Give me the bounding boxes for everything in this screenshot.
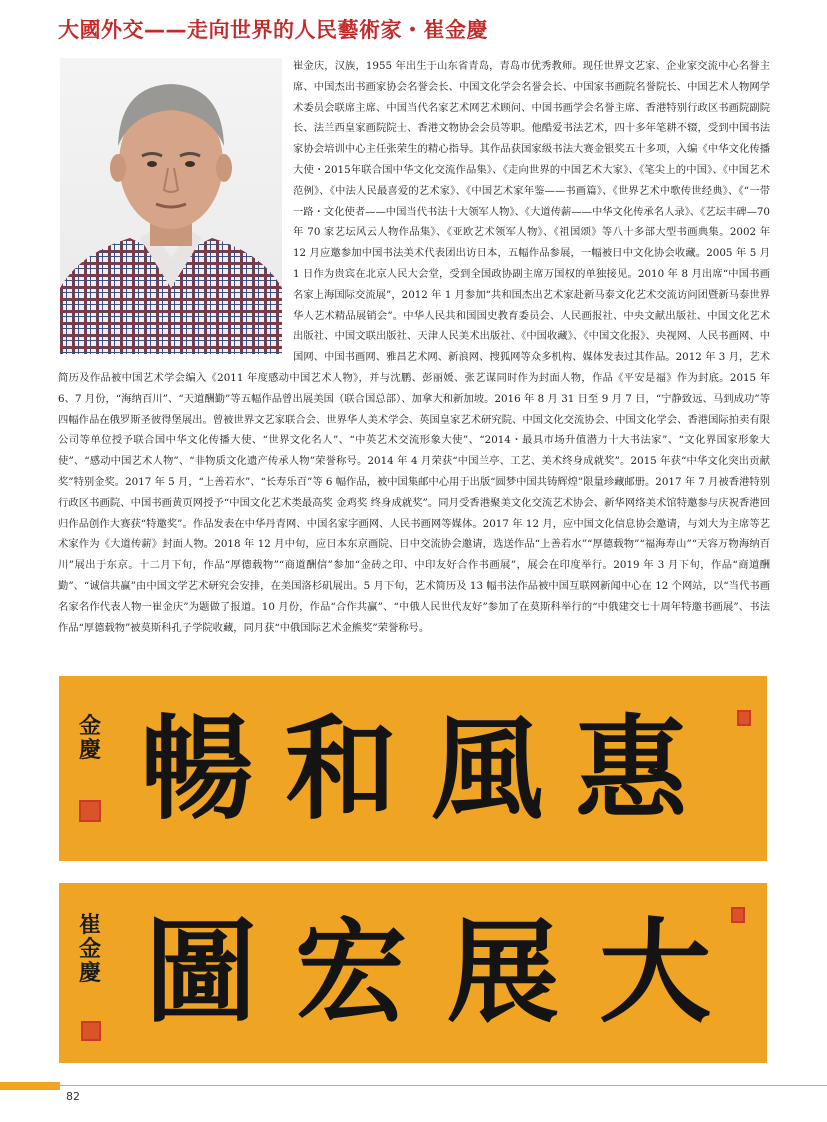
page-number: 82 — [66, 1090, 80, 1103]
seal-stamp-icon — [79, 800, 101, 822]
calligraphy-work-1 — [59, 676, 767, 861]
calligraphy-char: 宏 — [295, 907, 407, 1038]
page-title: 大國外交——走向世界的人民藝術家・崔金慶 — [58, 18, 488, 42]
calligraphy-char: 惠 — [575, 704, 687, 835]
footer-divider — [60, 1085, 827, 1086]
calligraphy-char: 暢 — [141, 704, 253, 835]
biography-paragraph: 崔金庆，汉族，1955 年出生于山东省青岛，青岛市优秀教师。现任世界文艺家、企业家交流中心名誉主席、中国杰出书画家协会名誉会长、中国文化学会名誉会长、中国家书画院名誉院长、中国艺术人物网学术委员会联席主席、中国当代名家艺术网艺术顾问、中国书画学会名誉主席、香港特别行政区书画院副院长、法兰西皇家画院院士、香港文物协会会员等职。他酷爱书法艺术，四十多年笔耕不辍，受到中国书法家协会培训中心主任张荣生的精心指导。其作品获国家级书法大赛金银奖五十多项，入编《中华文化传播大使・2015年联合国中华文化交流作品集》、《走向世界的中国艺术大家》、《笔尖上的中国》、《中国艺术范例》、《中法人民最喜爱的艺术家》、《中国艺术家年鉴——书画篇》、《世界艺术中歌传世经典》、《“一带一路・文化使者——中国当代书法十大领军人物》、《大道传薪——中华文化传承名人录》、《艺坛丰碑—70 年 70 家艺坛风云人物作品集》、《亚欧艺术领军人物》、《祖国颂》等八十多部大型书画典集。2002 年 12 月应邀参加中国书法美术代表团出访日本，五幅作品参展，一幅被日中文化协会收藏。2005 年 5 月 1 日作为贵宾在北京人民大会堂，受到全国政协副主席万国权的单独接见。2010 年 8 月出席“中国书画名家上海国际交流展”，2012 年 1 月参加“共和国杰出艺术家赴新马泰文化艺术交流访问团暨新马泰世界华人艺术精品展销会”。中华人民共和国国史教育委员会、人民画报社、中央文献出版社、中国文化艺术出版社、中国文联出版社、天津人民美术出版社、《中国收藏》、《中国文化报》、央视网、人民书画网、中国网、中国书画网、雅昌艺术网、新浪网、搜狐网等众多机构、媒体发表过其作品。2012 年 3 月，艺术简历及作品被中国艺术学会编入《2011 年度感动中国艺术人物》，并与沈鹏、彭丽媛、张艺谋同时作为封面人物，作品《平安是福》作为封底。2015 年 6、7 月份，“海纳百川”、“天道酬勤”等五幅作品曾出展美国（联合国总部）、加拿大和新加坡。2016 年 8 月 31 日至 9 月 7 日，“宁静致远、马到成功”等四幅作品在俄罗斯圣彼得堡展出。曾被世界文艺家联合会、世界华人美术学会、英国皇家艺术研究院、中国文化交流协会、中国文化学会、香港国际拍卖有限公司等单位授予联合国中华文化传播大使、“世界文化名人”、“中英艺术交流形象大使”、“2014・最具市场升值潜力十大书法家”、“文化界国家形象大使”、“感动中国艺术人物”、“非物质文化遗产传承人物”荣誉称号。2014 年 4 月荣获“中国兰亭、工艺、美术终身成就奖”。2015 年获“中华文化突出贡献奖”特别金奖。2017 年 5 月，“上善若水”、“长寿乐百”等 6 幅作品，被中国集邮中心用于出版“圆梦中国共铸辉煌”限量珍藏邮册。2017 年 7 月被香港特别行政区书画院、中国书画黄页网授予“中国文化艺术类最高奖 金鸡奖 终身成就奖”。同月受香港聚美文化交流艺术协会、新华网络美术馆特邀参与庆祝香港回归作品创作大赛获“特邀奖”。作品发表在中华丹青网、中国名家字画网、人民书画网等媒体。2017 年 12 月，应中国文化信息协会邀请，与刘大为主席等艺术家作为《大道传薪》封面人物。2018 年 12 月中旬，应日本东京画院、日中交流协会邀请，选送作品“上善若水”“厚德载物”“福海寿山”“天容万物海纳百川”展出于东京。十二月下旬，作品“厚德载物”“商道酬信”参加“金砖之印、中印友好合作书画展”，展会在印度举行。2019 年 3 月下旬，作品“商道酬勤”、“诚信共赢”由中国文学艺术研究会安排，在美国洛杉矶展出。5 月下旬，艺术简历及 13 幅书法作品被中国互联网新闻中心在 12 个网站，以“当代书画名家名作代表人物一崔金庆”为题做了报道。10 月份，作品“合作共赢”、“中俄人民世代友好”参加了在莫斯科举行的“中俄建交七十周年特邀书画展”、书法作品“厚德载物”被莫斯科孔子学院收藏，同月获“中俄国际艺术金熊奖”荣誉称号。 — [58, 60, 770, 634]
calligraphy-char: 圖 — [145, 907, 257, 1038]
calligraphy-work-2 — [59, 883, 767, 1063]
seal-stamp-icon — [737, 710, 751, 726]
calligraphy-char: 大 — [599, 907, 711, 1038]
footer-accent-bar — [0, 1082, 60, 1090]
seal-stamp-icon — [81, 1021, 101, 1041]
calligraphy-char: 展 — [447, 907, 559, 1038]
seal-stamp-icon — [731, 907, 745, 923]
signature-1: 金慶 — [78, 713, 101, 763]
signature-2: 崔金慶 — [78, 912, 101, 986]
biography-text — [58, 56, 770, 668]
calligraphy-char: 和 — [285, 704, 397, 835]
portrait-wrap-space — [58, 56, 293, 363]
calligraphy-char: 風 — [431, 704, 543, 835]
